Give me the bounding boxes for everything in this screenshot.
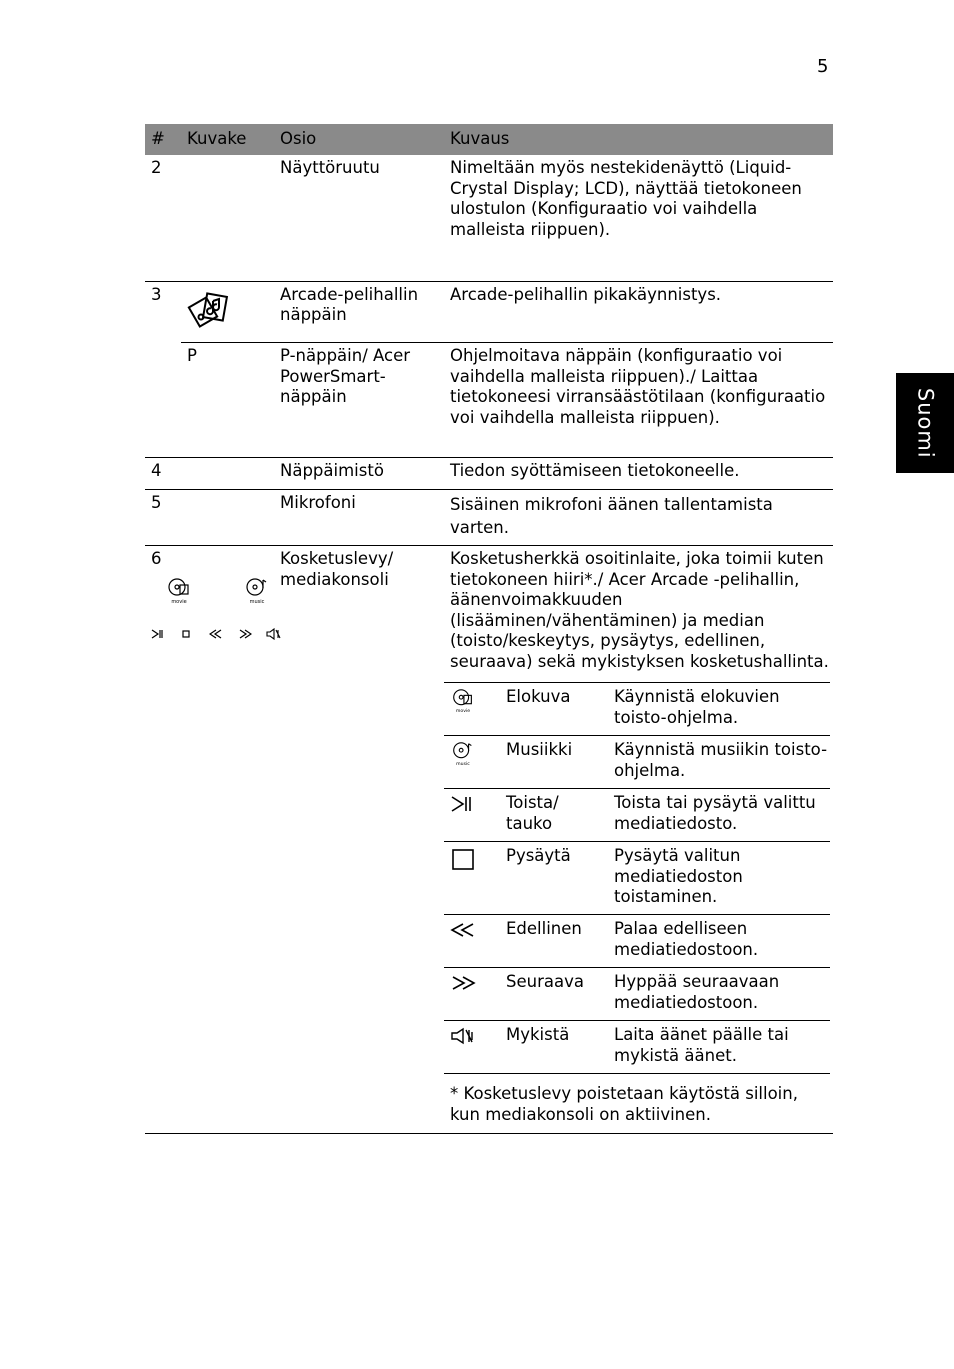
stop-icon — [181, 628, 191, 640]
music-icon — [243, 576, 271, 604]
media-control-desc: Laita äänet päälle tai mykistä äänet. — [608, 1021, 830, 1074]
row-section: Näppäimistö — [274, 458, 444, 490]
play-pause-icon — [151, 628, 165, 640]
row-description: Kosketusherkkä osoitinlaite, joka toimii kuten tietokoneen hiiri*./ Acer Arcade -pelihallin, äänenvoimakkuuden (lisääminen/vähentäminen) ja median (toisto/keskeytys, pysäytys, edellinen, seuraava) sekä mykistyksen kosketushallinta. — [450, 549, 829, 671]
row-section: P-näppäin/ Acer PowerSmart-näppäin — [274, 343, 444, 458]
footnote: * Kosketuslevy poistetaan käytöstä silloin, kun mediakonsoli on aktiivinen. — [450, 1084, 798, 1124]
row-section: Näyttöruutu — [280, 158, 380, 177]
row-section: Kosketuslevy/ mediakonsoli — [274, 546, 444, 1134]
page-number: 5 — [817, 56, 829, 77]
row-num: 2 — [151, 158, 162, 177]
movie-icon — [165, 576, 193, 604]
header-num: # — [151, 129, 165, 149]
media-control-name: Seuraava — [500, 968, 608, 1021]
media-control-desc: Hyppää seuraavaan mediatiedostoon. — [608, 968, 830, 1021]
mute-icon — [450, 1025, 478, 1047]
row-icon — [181, 155, 274, 281]
media-control-row — [444, 968, 830, 1021]
play-pause-icon — [450, 793, 476, 815]
row-num: 3 — [145, 281, 181, 343]
table-row — [145, 546, 833, 1134]
media-control-desc: Käynnistä elokuvien toisto-ohjelma. — [608, 683, 830, 736]
row6-icons — [151, 570, 274, 660]
media-control-row — [444, 789, 830, 842]
table-header — [145, 124, 833, 155]
next-icon — [238, 628, 252, 640]
media-control-name: Mykistä — [500, 1021, 608, 1074]
media-control-desc: Pysäytä valitun mediatiedoston toistaminen. — [608, 842, 830, 915]
music-icon-caption: music — [249, 598, 265, 604]
table-row — [145, 155, 833, 281]
table-row — [145, 281, 833, 343]
media-control-row — [444, 736, 830, 789]
movie-icon-caption: movie — [455, 709, 471, 713]
row-icon — [181, 490, 274, 546]
media-control-name: Pysäytä — [500, 842, 608, 915]
media-control-row — [444, 1021, 830, 1074]
header-section: Osio — [280, 129, 317, 149]
row-description-text: Sisäinen mikrofoni äänen tallentamista varten. — [450, 495, 773, 537]
mute-icon — [266, 628, 282, 640]
header-description: Kuvaus — [450, 129, 510, 149]
movie-icon-caption: movie — [171, 598, 187, 604]
side-tab — [896, 373, 954, 473]
row-description: Nimeltään myös nestekidenäyttö (Liquid-Crystal Display; LCD), näyttää tietokoneen ulostulon (Konfiguraatio voi vaihdella malleista riippuen). — [450, 158, 802, 239]
row-section: Arcade-pelihallin näppäin — [274, 281, 444, 343]
row6-icon-cell — [145, 546, 274, 1134]
side-tab-label: Suomi — [913, 387, 938, 459]
row-section: Mikrofoni — [274, 490, 444, 546]
previous-icon — [209, 628, 223, 640]
row-icon — [181, 458, 274, 490]
media-control-name: Edellinen — [500, 915, 608, 968]
media-control-desc: Palaa edelliseen mediatiedostoon. — [608, 915, 830, 968]
media-control-row — [444, 683, 830, 736]
media-control-row — [444, 842, 830, 915]
row-num: 6 — [151, 549, 162, 568]
row-description — [444, 490, 833, 546]
next-icon — [450, 972, 476, 994]
row-num: 5 — [145, 490, 181, 546]
row-num — [145, 343, 181, 458]
movie-icon — [450, 687, 476, 713]
table-row — [145, 490, 833, 546]
media-control-name: Elokuva — [500, 683, 608, 736]
media-control-desc: Toista tai pysäytä valittu mediatiedosto. — [608, 789, 830, 842]
row6-description-cell — [444, 546, 833, 1134]
row-num: 4 — [145, 458, 181, 490]
row-description: Ohjelmoitava näppäin (konfiguraatio voi vaihdella malleista riippuen)./ Laittaa tietokoneesi virransäästötilaan (konfiguraatio voi vaihdella malleista riippuen). — [444, 343, 833, 458]
component-table — [145, 124, 833, 1134]
table-row — [145, 458, 833, 490]
stop-icon — [450, 846, 476, 872]
media-controls-table — [444, 682, 830, 1074]
row-description: Arcade-pelihallin pikakäynnistys. — [444, 281, 833, 343]
media-control-desc: Käynnistä musiikin toisto-ohjelma. — [608, 736, 830, 789]
row-description: Tiedon syöttämiseen tietokoneelle. — [444, 458, 833, 490]
table-row — [145, 343, 833, 458]
header-icon: Kuvake — [187, 129, 247, 149]
row-icon — [181, 281, 274, 343]
media-control-name: Toista/ tauko — [500, 789, 608, 842]
media-control-name: Musiikki — [500, 736, 608, 789]
media-control-row — [444, 915, 830, 968]
music-icon — [450, 740, 476, 766]
previous-icon — [450, 919, 476, 941]
arcade-icon — [187, 291, 231, 331]
row-icon: P — [181, 343, 274, 458]
music-icon-caption: music — [456, 762, 470, 766]
